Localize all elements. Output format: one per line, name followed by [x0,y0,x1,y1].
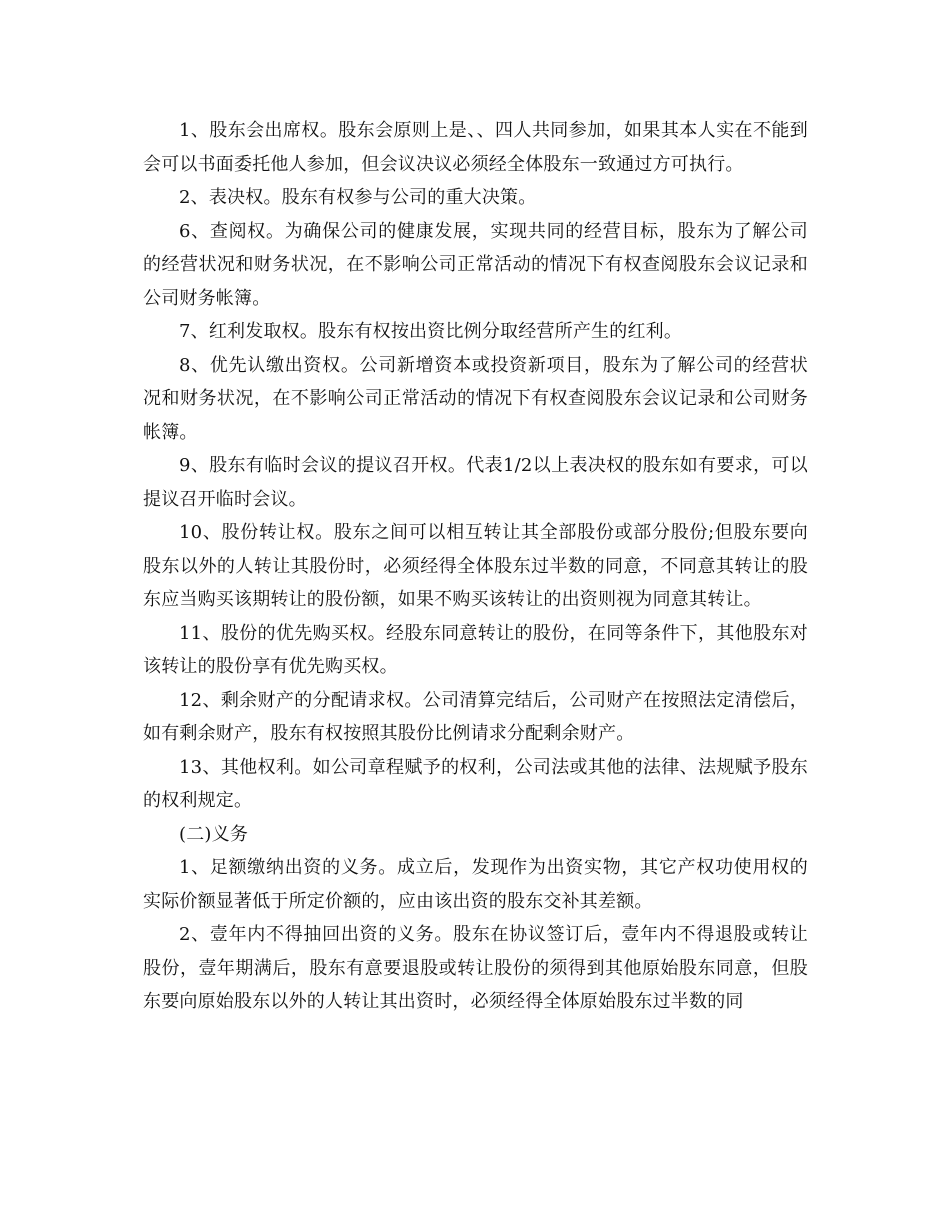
paragraph-dividend-right: 7、红利发取权。股东有权按出资比例分取经营所产生的红利。 [179,321,683,342]
paragraph-subscription-right: 8、优先认缴出资权。公司新增资本或投资新项目，股东为了解公司的经营状况和财务状况，在不影响公司正常活动的情况下有权查阅股东会议记录和公司财务帐簿。 [143,354,808,443]
paragraph-attendance-right: 1、股东会出席权。股东会原则上是、、四人共同参加，如果其本人实在不能到会可以书面委托他人参加，但会议决议必须经全体股东一致通过方可执行。 [143,120,808,175]
paragraph-inspection-right: 6、查阅权。为确保公司的健康发展，实现共同的经营目标，股东为了解公司的经营状况和财务状况，在不影响公司正常活动的情况下有权查阅股东会议记录和公司财务帐簿。 [143,220,808,309]
paragraph-meeting-proposal-right: 9、股东有临时会议的提议召开权。代表1/2以上表决权的股东如有要求，可以提议召开临时会议。 [143,455,808,510]
paragraph-preemptive-right: 11、股份的优先购买权。经股东同意转让的股份，在同等条件下，其他股东对该转让的股份享有优先购买权。 [143,622,808,677]
paragraph-other-rights: 13、其他权利。如公司章程赋予的权利，公司法或其他的法律、法规赋予股东的权利规定。 [143,756,808,811]
paragraph-voting-right: 2、表决权。股东有权参与公司的重大决策。 [179,187,537,208]
paragraph-residual-asset-right: 12、剩余财产的分配请求权。公司清算完结后，公司财产在按照法定清偿后，如有剩余财产，股东有权按照其股份比例请求分配剩余财产。 [143,689,808,744]
document-body [143,114,808,1019]
paragraph-capital-contribution-obligation: 1、足额缴纳出资的义务。成立后，发现作为出资实物，其它产权功使用权的实际价额显著低于所定价额的，应由该出资的股东交补其差额。 [143,857,808,912]
section-heading-obligations: (二)义务 [179,823,249,845]
paragraph-no-withdrawal-obligation: 2、壹年内不得抽回出资的义务。股东在协议签订后，壹年内不得退股或转让股份，壹年期满后，股东有意要退股或转让股份的须得到其他原始股东同意，但股东要向原始股东以外的人转让其出资时，必须经得全体原始股东过半数的同 [143,924,808,1012]
paragraph-share-transfer-right: 10、股份转让权。股东之间可以相互转让其全部股份或部分股份;但股东要向股东以外的人转让其股份时，必须经得全体股东过半数的同意，不同意其转让的股东应当购买该期转让的股份额，如果不购买该转让的出资则视为同意其转让。 [143,522,808,610]
